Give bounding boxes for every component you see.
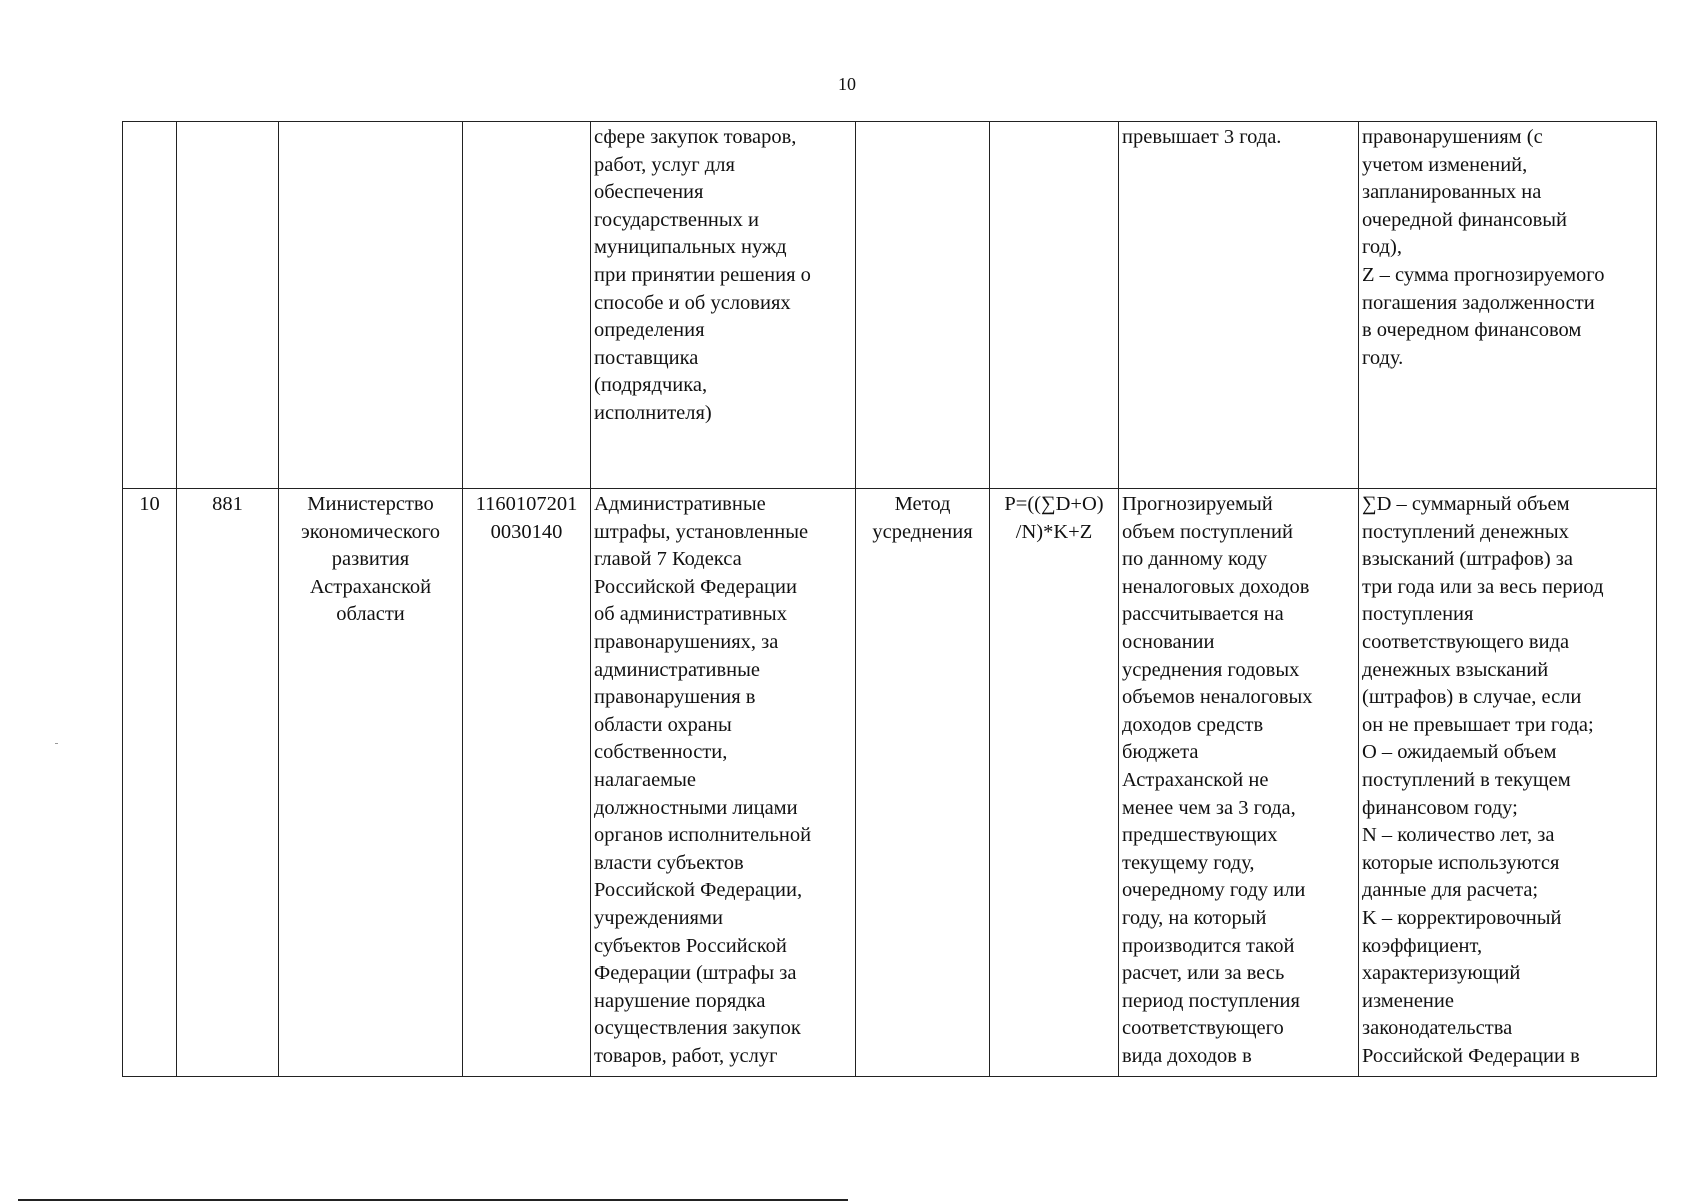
table-cell xyxy=(123,122,177,489)
table-cell xyxy=(463,122,591,489)
revenue-forecast-table xyxy=(122,121,1657,1077)
formula-cell: P=((∑D+O) /N)*K+Z xyxy=(990,489,1119,1077)
table-cell xyxy=(177,122,279,489)
calculation-algorithm-cell: превышает 3 года. xyxy=(1119,122,1359,489)
table-row xyxy=(123,122,1657,489)
table-cell xyxy=(856,122,990,489)
revenue-description-cell: Административные штрафы, установленные главой 7 Кодекса Российской Федерации об административных правонарушениях, за административные правонарушения в области охраны собственности, налагаемые должностными лицами органов исполнительной власти субъектов Российской Федерации, учреждениями субъектов Российской Федерации (штрафы за нарушение порядка осуществления закупок товаров, работ, услуг xyxy=(591,489,856,1077)
admin-code-cell: 881 xyxy=(177,489,279,1077)
table-row xyxy=(123,489,1657,1077)
revenue-description-cell: сфере закупок товаров, работ, услуг для обеспечения государственных и муниципальных нужд при принятии решения о способе и об условиях определения поставщика (подрядчика, исполнителя) xyxy=(591,122,856,489)
row-number-cell: 10 xyxy=(123,489,177,1077)
table-cell xyxy=(990,122,1119,489)
calculation-algorithm-cell: Прогнозируемый объем поступлений по данному коду неналоговых доходов рассчитывается на основании усреднения годовых объемов неналоговых доходов средств бюджета Астраханской не менее чем за 3 года, предшествующих текущему году, очередному году или году, на который производится такой расчет, или за весь период поступления соответствующего вида доходов в xyxy=(1119,489,1359,1077)
page-number: 10 xyxy=(838,74,856,94)
administrator-name-cell: Министерство экономического развития Астраханской области xyxy=(279,489,463,1077)
indicator-description-cell: ∑D – суммарный объем поступлений денежных взысканий (штрафов) за три года или за весь период поступления соответствующего вида денежных взысканий (штрафов) в случае, если он не превышает три года; O – ожидаемый объем поступлений в текущем финансовом году; N – количество лет, за которые используются данные для расчета; K – корректировочный коэффициент, характеризующий изменение законодательства Российской Федерации в xyxy=(1359,489,1657,1077)
forecast-method-cell: Метод усреднения xyxy=(856,489,990,1077)
revenue-code-cell: 1160107201 0030140 xyxy=(463,489,591,1077)
scan-speck xyxy=(55,743,58,744)
table-cell xyxy=(279,122,463,489)
indicator-description-cell: правонарушениям (с учетом изменений, запланированных на очередной финансовый год), Z – сумма прогнозируемого погашения задолженности в очередном финансовом году. xyxy=(1359,122,1657,489)
